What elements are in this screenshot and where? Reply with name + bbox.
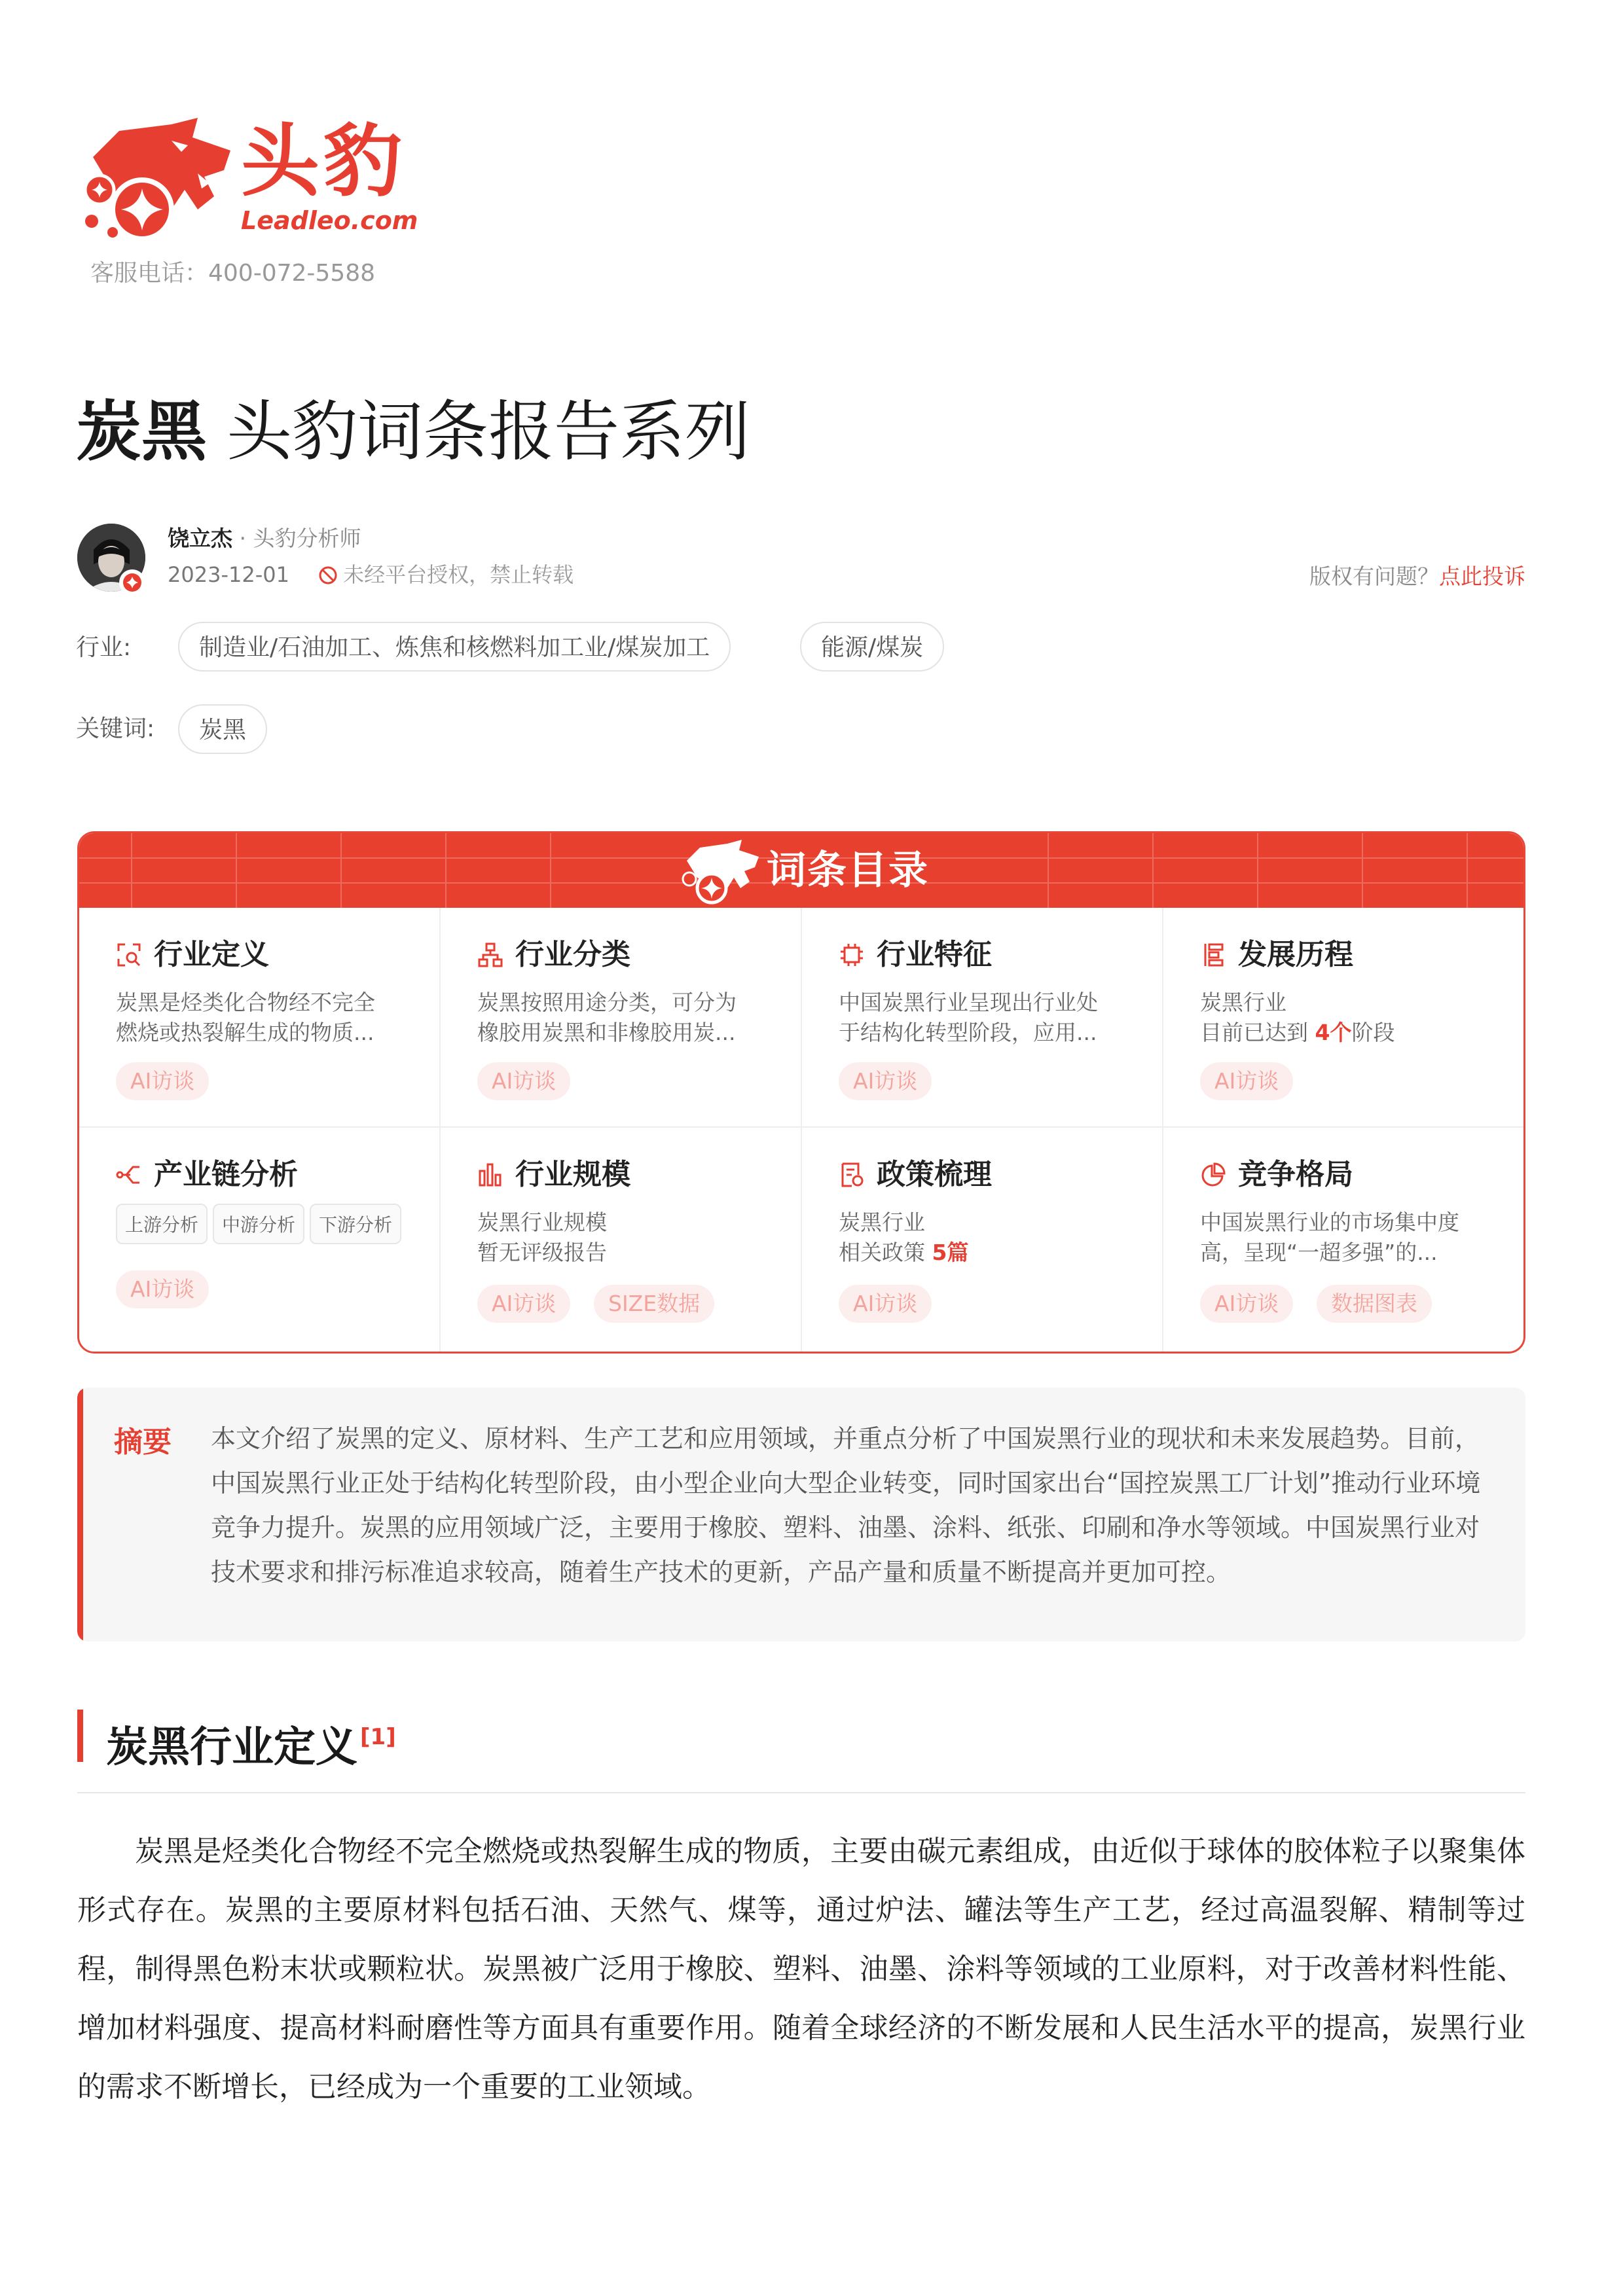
- data-chart-button[interactable]: 数据图表: [1317, 1285, 1432, 1323]
- feature-icon: [839, 942, 865, 968]
- brand-url[interactable]: Leadleo.com: [241, 206, 418, 235]
- toc-cell-desc: 中国炭黑行业的市场集中度 高，呈现“一超多强”的...: [1200, 1210, 1459, 1265]
- ai-interview-button[interactable]: AI访谈: [116, 1270, 209, 1308]
- section-body: 炭黑是烃类化合物经不完全燃烧或热裂解生成的物质，主要由碳元素组成，由近似于球体的胶体粒子以聚集体形式存在。炭黑的主要原材料包括石油、天然气、煤等，通过炉法、罐法等生产工艺，经过高温裂解、精制等过程，制得黑色粉末状或颗粒状。炭黑被广泛用于橡胶、塑料、油墨、涂料等领域的工业原料，对于改善材料性能、增加材料强度、提高材料耐磨性等方面具有重要作用。随着全球经济的不断发展和人民生活水平的提高，炭黑行业的需求不断增长，已经成为一个重要的工业领域。: [77, 1835, 1525, 2104]
- history-icon: [1200, 942, 1226, 968]
- toc-cell-title: 行业特征: [839, 941, 992, 969]
- policy-icon: [839, 1162, 865, 1188]
- title-keyword: 炭黑: [76, 393, 207, 470]
- definition-icon: [116, 942, 142, 968]
- summary-label: 摘要: [114, 1426, 172, 1459]
- midstream-analysis-tag[interactable]: 中游分析: [213, 1204, 304, 1244]
- toc-cell-desc: 炭黑按照用途分类，可分为 橡胶用炭黑和非橡胶用炭...: [477, 990, 737, 1045]
- verified-badge-icon: [119, 569, 145, 596]
- author-name[interactable]: 饶立杰: [168, 526, 232, 551]
- page-title: [76, 393, 750, 470]
- ai-interview-button[interactable]: AI访谈: [1200, 1062, 1293, 1100]
- toc-cell-desc: 炭黑行业规模 暂无评级报告: [477, 1210, 607, 1265]
- pie-icon: [1200, 1162, 1226, 1188]
- complaint-link[interactable]: 点此投诉: [1439, 564, 1525, 589]
- downstream-analysis-tag[interactable]: 下游分析: [310, 1204, 401, 1244]
- summary-box: [77, 1388, 1525, 1641]
- toc-cell-desc: 炭黑是烃类化合物经不完全 燃烧或热裂解生成的物质...: [116, 990, 375, 1045]
- ai-interview-button[interactable]: AI访谈: [839, 1062, 932, 1100]
- summary-text: 本文介绍了炭黑的定义、原材料、生产工艺和应用领域，并重点分析了中国炭黑行业的现状和未来发展趋势。目前，中国炭黑行业正处于结构化转型阶段，由小型企业向大型企业转变，同时国家出台“国控炭黑工厂计划”推动行业环境竞争力提升。炭黑的应用领域广泛，主要用于橡胶、塑料、油墨、涂料、纸张、印刷和净水等领域。中国炭黑行业对技术要求和排污标准追求较高，随着生产技术的更新，产品产量和质量不断提高并更加可控。: [211, 1424, 1481, 1587]
- toc-cell-scale[interactable]: [441, 1128, 802, 1354]
- copyright-complaint: [1309, 565, 1525, 587]
- section-title: 炭黑行业定义 [1]: [106, 1723, 396, 1772]
- copyright-question: 版权有问题？: [1309, 564, 1439, 589]
- toc-cell-history[interactable]: [1163, 908, 1525, 1126]
- toc-cell-policy[interactable]: [802, 1128, 1163, 1354]
- toc-cell-title: 竞争格局: [1200, 1160, 1353, 1189]
- table-of-contents: [77, 831, 1525, 1354]
- toc-cell-industry-chain[interactable]: [79, 1128, 441, 1354]
- upstream-analysis-tag[interactable]: 上游分析: [116, 1204, 208, 1244]
- toc-cell-features[interactable]: [802, 908, 1163, 1126]
- toc-cell-definition[interactable]: [79, 908, 441, 1126]
- leopard-logo-icon: [73, 111, 237, 242]
- scale-icon: [477, 1162, 503, 1188]
- industry-tag[interactable]: 制造业/石油加工、炼焦和核燃料加工业/煤炭加工: [178, 622, 731, 672]
- toc-cell-desc: 中国炭黑行业呈现出行业处 于结构化转型阶段，应用...: [839, 990, 1098, 1045]
- ai-interview-button[interactable]: AI访谈: [839, 1285, 932, 1323]
- forbidden-icon: [318, 565, 338, 585]
- toc-title: 词条目录: [767, 848, 929, 893]
- repost-notice: [318, 562, 574, 587]
- toc-cell-desc: 炭黑行业 相关政策 5篇: [839, 1210, 969, 1265]
- title-series: 头豹词条报告系列: [227, 393, 750, 470]
- keywords-label: 关键词:: [76, 715, 155, 742]
- toc-cell-competition[interactable]: [1163, 1128, 1525, 1354]
- toc-cell-classification[interactable]: [441, 908, 802, 1126]
- section-accent-bar: [77, 1710, 83, 1762]
- ai-interview-button[interactable]: AI访谈: [477, 1062, 570, 1100]
- toc-header: [79, 833, 1523, 908]
- ai-interview-button[interactable]: AI访谈: [1200, 1285, 1293, 1323]
- reference-link[interactable]: [1]: [360, 1724, 396, 1750]
- repost-notice-text: 未经平台授权，禁止转载: [343, 562, 574, 587]
- classification-icon: [477, 942, 503, 968]
- industry-label: 行业:: [76, 634, 132, 661]
- author-info: [168, 528, 361, 549]
- service-hotline: 客服电话：400-072-5588: [90, 260, 376, 287]
- toc-cell-title: 产业链分析: [116, 1160, 298, 1189]
- toc-cell-title: 政策梳理: [839, 1160, 992, 1189]
- toc-cell-title: 行业规模: [477, 1160, 630, 1189]
- toc-cell-title: 行业分类: [477, 941, 630, 969]
- brand-name: 头豹: [241, 117, 406, 207]
- publish-date: 2023-12-01: [168, 562, 289, 587]
- toc-leopard-icon: [676, 837, 761, 905]
- section-divider: [77, 1792, 1525, 1793]
- toc-cell-desc: 炭黑行业 目前已达到 4个阶段: [1200, 990, 1395, 1045]
- industry-tag[interactable]: 能源/煤炭: [800, 622, 944, 672]
- chain-icon: [116, 1162, 142, 1188]
- keyword-tag[interactable]: 炭黑: [178, 704, 267, 754]
- summary-accent-bar: [77, 1388, 83, 1641]
- ai-interview-button[interactable]: AI访谈: [477, 1285, 570, 1323]
- size-data-button[interactable]: SIZE数据: [594, 1285, 714, 1323]
- toc-cell-title: 发展历程: [1200, 941, 1353, 969]
- ai-interview-button[interactable]: AI访谈: [116, 1062, 209, 1100]
- publish-meta: [168, 564, 574, 585]
- author-role: · 头豹分析师: [232, 526, 361, 551]
- toc-cell-title: 行业定义: [116, 941, 269, 969]
